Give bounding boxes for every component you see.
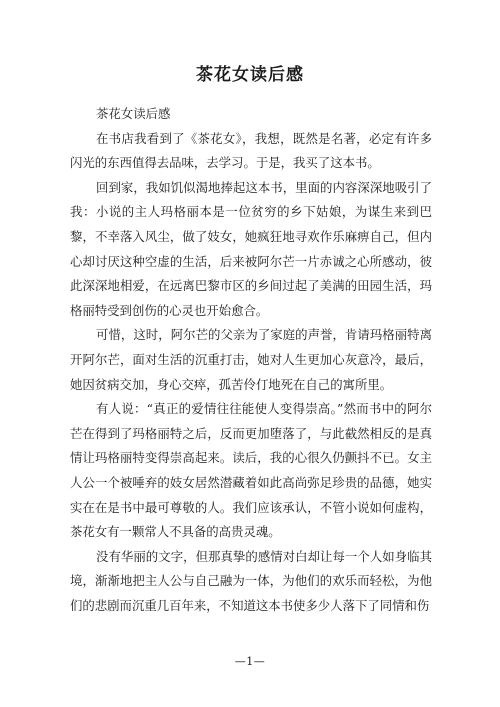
paragraph: 有人说：“真正的爱情往往能使人变得崇高。”然而书中的阿尔芒在得到了玛格丽特之后，反而更加堕落了，与此截然相反的是真情让玛格丽特变得崇高起来。读后，我的心很久仍颤抖不已。女主人公一个被唾弃的妓女居然潜藏着如此高尚弥足珍贵的品德，她实实在在是书中最可尊敬的人。我们应该承认，不管小说如何虚构，茶花女有一颗常人不具备的高贵灵魂。: [70, 401, 432, 540]
document-title: 茶花女读后感: [196, 65, 304, 85]
paragraph: 没有华丽的文字，但那真挚的感情对白却让每一个人如身临其境，渐渐地把主人公与自己融为一体，为他们的欢乐而轻松，为他们的悲剧而沉重几百年来，不知道这本书使多少人落下了同情和伤: [70, 548, 432, 613]
page-number: —1—: [234, 655, 266, 668]
paragraph: 回到家，我如饥似渴地捧起这本书，里面的内容深深地吸引了我：小说的主人玛格丽本是一位贫穷的乡下姑娘，为谋生来到巴黎，不幸落入风尘，做了妓女，她疯狂地寻欢作乐麻痹自己，但内心却讨厌这种空虚的生活，后来被阿尔芒一片赤诚之心所感动，彼此深深地相爱，在远离巴黎市区的乡间过起了美满的田园生活，玛格丽特受到创伤的心灵也开始愈合。: [70, 179, 432, 318]
paragraph: 在书店我看到了《茶花女》，我想，既然是名著，必定有许多闪光的东西值得去品味，去学习。于是，我买了这本书。: [70, 130, 432, 171]
document-body: [70, 102, 432, 618]
paragraph-subtitle: 茶花女读后感: [96, 106, 171, 121]
paragraph: 可惜，这时，阿尔芒的父亲为了家庭的声誉，肯请玛格丽特离开阿尔芒，面对生活的沉重打击，她对人生更加心灰意冷，最后，她因贫病交加，身心交瘁，孤苦伶仃地死在自己的寓所里。: [70, 327, 432, 392]
